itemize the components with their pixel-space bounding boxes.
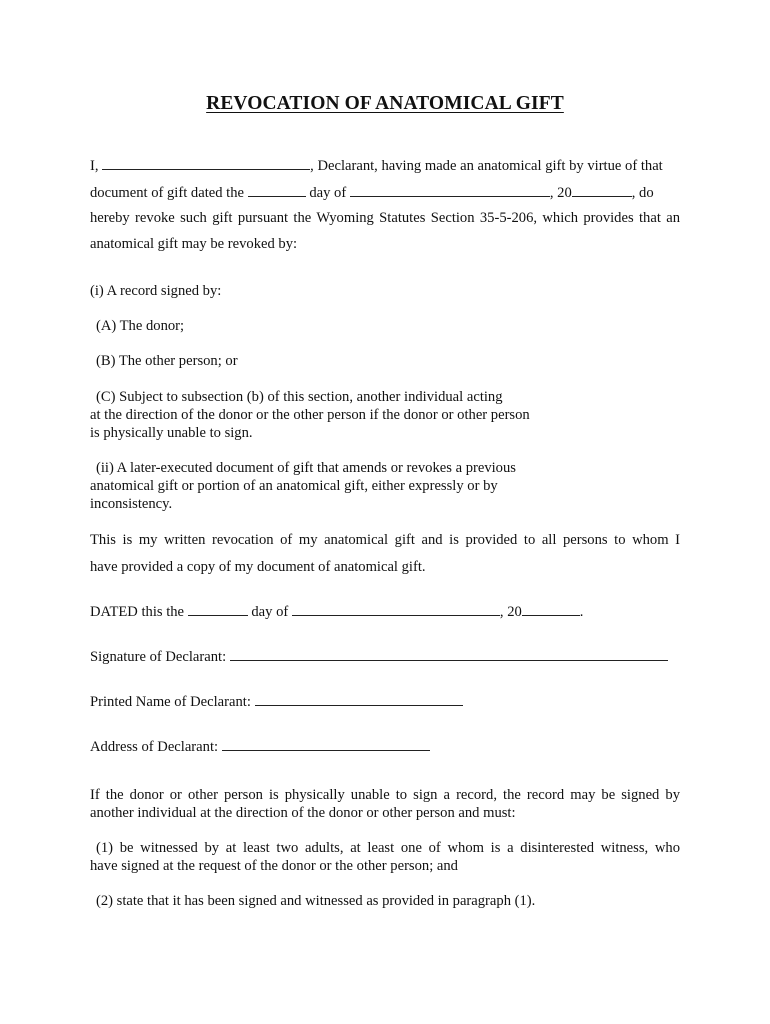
statement-line-1: This is my written revocation of my anatomical gift and is provided to all persons to whom I (90, 532, 680, 548)
dated-month-blank[interactable] (292, 602, 500, 616)
note-paragraph-2: (1) be witnessed by at least two adults, at least one of whom is a disinterested witness, who have signed at the request of the donor or the other person; and (90, 840, 680, 874)
declarant-name-blank[interactable] (102, 156, 310, 170)
gift-month-blank[interactable] (350, 183, 550, 197)
dated-year-blank[interactable] (522, 602, 580, 616)
printed-name-blank[interactable] (255, 692, 463, 706)
intro-paragraph (90, 156, 680, 174)
note-paragraph-1: If the donor or other person is physically unable to sign a record, the record may be signed by another individual at the direction of the donor or other person and must: (90, 787, 680, 821)
clause-c: (C) Subject to subsection (b) of this section, another individual acting at the direction of the donor or the other person if the donor or other person is physically unable to sign. (90, 389, 530, 441)
dated-line: DATED this the day of , 20 . (90, 604, 584, 620)
gift-day-blank[interactable] (248, 183, 306, 197)
clause-i: (i) A record signed by: (90, 283, 222, 299)
address-blank[interactable] (222, 737, 430, 751)
gift-year-blank[interactable] (572, 183, 632, 197)
dated-day-blank[interactable] (188, 602, 248, 616)
document-title: REVOCATION OF ANATOMICAL GIFT (206, 93, 564, 114)
printed-name-field: Printed Name of Declarant: (90, 692, 680, 710)
intro-line-1: I, , Declarant, having made an anatomical gift by virtue of that (90, 158, 663, 174)
statement-line-2: have provided a copy of my document of anatomical gift. (90, 559, 426, 575)
intro-line-2: document of gift dated the day of , 20 , do (90, 185, 654, 201)
note-paragraph-3: (2) state that it has been signed and witnessed as provided in paragraph (1). (96, 893, 536, 909)
intro-line-4: anatomical gift may be revoked by: (90, 236, 298, 252)
clause-a: (A) The donor; (96, 318, 185, 334)
signature-blank[interactable] (230, 647, 668, 661)
clause-ii: (ii) A later-executed document of gift that amends or revokes a previous anatomical gift or portion of an anatomical gift, either expressly or by inconsistency. (90, 460, 516, 512)
intro-line-3: hereby revoke such gift pursuant the Wyoming Statutes Section 35-5-206, which provides that an (90, 210, 680, 226)
address-field: Address of Declarant: (90, 737, 680, 755)
signature-field: Signature of Declarant: (90, 647, 680, 665)
clause-b: (B) The other person; or (96, 353, 238, 369)
